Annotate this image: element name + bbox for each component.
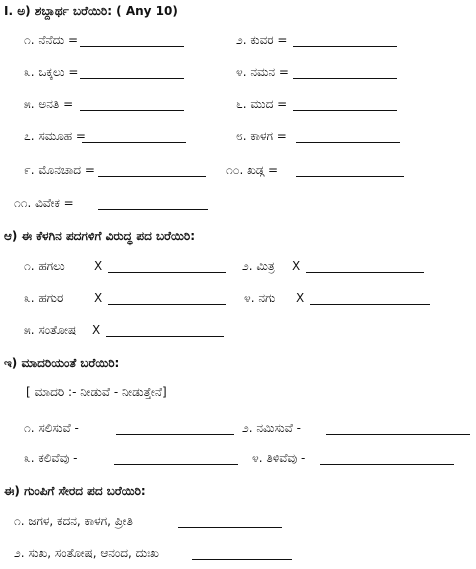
- answer-line[interactable]: [116, 434, 234, 435]
- answer-line[interactable]: [114, 464, 238, 465]
- answer-line[interactable]: [293, 46, 397, 47]
- answer-line[interactable]: [80, 46, 184, 47]
- synonym-item-1: ೧. ನೆನೆದು =: [24, 33, 79, 47]
- synonym-item-3: ೩. ಒಕ್ಕಲು =: [24, 65, 79, 79]
- answer-line[interactable]: [82, 142, 186, 143]
- synonym-item-11: ೧೧. ವಿವೇಕ =: [14, 196, 74, 210]
- example-text: [ ಮಾದರಿ :- ನೀಡುವೆ - ನೀಡುತ್ತೇನೆ]: [26, 385, 167, 399]
- synonym-item-8: ೮. ಕಾಳಗ =: [236, 129, 287, 143]
- synonym-item-4: ೪. ನಮನ =: [236, 65, 289, 79]
- antonym-item-5: ೫. ಸಂತೋಷ: [24, 323, 77, 337]
- antonym-item-2: ೨. ಮಿತ್ರ: [242, 259, 275, 273]
- odd-one-out-item-1: ೧. ಜಗಳ, ಕದನ, ಕಾಳಗ, ಪ್ರೀತಿ: [14, 514, 133, 528]
- synonym-item-7: ೭. ಸಮೂಹ =: [24, 129, 86, 143]
- answer-line[interactable]: [98, 209, 208, 210]
- conjugation-item-4: ೪. ತಿಳಿವೆವು -: [252, 451, 306, 465]
- synonym-item-10: ೧೦. ಖಡ್ಗ =: [226, 163, 279, 177]
- answer-line[interactable]: [310, 304, 430, 305]
- antonym-item-4: ೪. ನಗು: [244, 291, 276, 305]
- answer-line[interactable]: [80, 110, 184, 111]
- answer-line[interactable]: [98, 176, 206, 177]
- answer-line[interactable]: [192, 559, 292, 560]
- answer-line[interactable]: [293, 78, 397, 79]
- antonym-item-1: ೧. ಹಗಲು: [24, 259, 65, 273]
- answer-line[interactable]: [306, 272, 424, 273]
- section3-heading: ಇ) ಮಾದರಿಯಂತೆ ಬರೆಯಿರಿ:: [4, 356, 120, 370]
- x-mark: X: [292, 259, 301, 273]
- x-mark: X: [92, 323, 101, 337]
- x-mark: X: [296, 291, 305, 305]
- odd-one-out-item-2: ೨. ಸುಖ, ಸಂತೋಷ, ಆನಂದ, ದುಃಖ: [14, 546, 159, 560]
- answer-line[interactable]: [108, 304, 226, 305]
- synonym-item-6: ೬. ಮುದ =: [236, 97, 288, 111]
- synonym-item-2: ೨. ಕುವರ =: [236, 33, 288, 47]
- answer-line[interactable]: [293, 110, 397, 111]
- answer-line[interactable]: [320, 464, 454, 465]
- section4-heading: ಈ) ಗುಂಪಿಗೆ ಸೇರದ ಪದ ಬರೆಯಿರಿ:: [4, 484, 146, 498]
- section1-heading: I. ಅ) ಶಬ್ದಾರ್ಥ ಬರೆಯಿರಿ: ( Any 10): [4, 4, 178, 18]
- conjugation-item-2: ೨. ನಮಿಸುವೆ -: [242, 421, 302, 435]
- answer-line[interactable]: [296, 142, 400, 143]
- answer-line[interactable]: [296, 176, 404, 177]
- section2-heading: ಆ) ಈ ಕೆಳಗಿನ ಪದಗಳಿಗೆ ವಿರುದ್ಧ ಪದ ಬರೆಯಿರಿ:: [4, 229, 196, 243]
- answer-line[interactable]: [326, 434, 470, 435]
- antonym-item-3: ೩. ಹಗುರ: [24, 291, 64, 305]
- conjugation-item-1: ೧. ಸಲಿಸುವೆ -: [24, 421, 79, 435]
- answer-line[interactable]: [108, 272, 226, 273]
- synonym-item-5: ೫. ಅನತಿ =: [24, 97, 74, 111]
- conjugation-item-3: ೩. ಕಲಿವೆವು -: [24, 451, 78, 465]
- answer-line[interactable]: [106, 336, 224, 337]
- answer-line[interactable]: [80, 78, 184, 79]
- x-mark: X: [94, 259, 103, 273]
- synonym-item-9: ೯. ಮೊನಚಾದ =: [24, 163, 95, 177]
- answer-line[interactable]: [178, 527, 282, 528]
- x-mark: X: [94, 291, 103, 305]
